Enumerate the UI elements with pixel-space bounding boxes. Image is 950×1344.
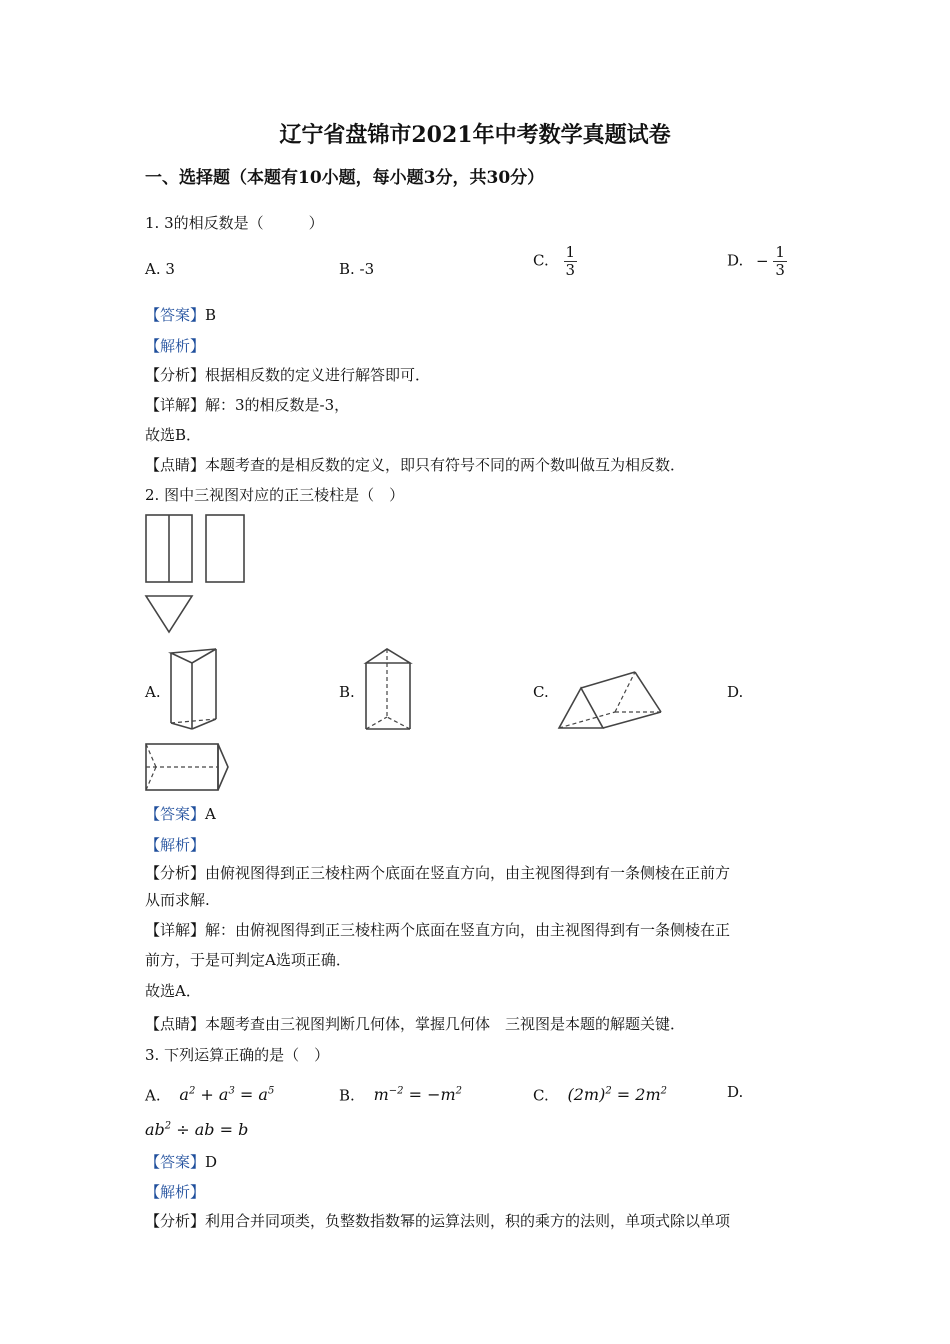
dianjing-text: 本题考查的是相反数的定义，即只有符号不同的两个数叫做互为相反数． xyxy=(205,456,686,474)
top-view-triangle xyxy=(146,596,192,632)
fenxi-tag: 【分析】 xyxy=(145,1212,206,1230)
q3-answer xyxy=(145,1153,217,1171)
xiangjie-tag: 【详解】 xyxy=(145,921,206,939)
fenxi-tag: 【分析】 xyxy=(145,864,206,882)
page-title: 辽宁省盘锦市2021年中考数学真题试卷 xyxy=(279,122,671,148)
xiangjie-text: 解：由俯视图得到正三棱柱两个底面在竖直方向，由主视图得到有一条侧棱在正 xyxy=(205,921,731,939)
q2-answer xyxy=(145,805,216,823)
q1-guxuan: 故选B． xyxy=(145,426,202,444)
q1-option-c xyxy=(533,244,577,279)
q2-fenxi-line1 xyxy=(145,864,730,882)
fenxi-text: 根据相反数的定义进行解答即可． xyxy=(205,366,431,384)
fraction-numerator: 1 xyxy=(565,243,576,261)
q2-option-d: D. xyxy=(727,683,744,701)
q1-option-d-label: D. xyxy=(727,251,744,270)
q2-option-a: A. xyxy=(145,683,161,701)
q2-guxuan: 故选A． xyxy=(145,982,201,1000)
answer-tag: 【答案】 xyxy=(145,1153,206,1171)
q3-fenxi xyxy=(145,1212,730,1230)
q2-xiangjie-line1 xyxy=(145,921,730,939)
xiangjie-tag: 【详解】 xyxy=(145,396,206,414)
fraction-numerator: 1 xyxy=(775,243,785,261)
answer-tag: 【答案】 xyxy=(145,306,206,324)
q3-option-b-formula: $m^{-2} = -m^2$ xyxy=(373,1085,463,1105)
answer-value: D xyxy=(205,1153,218,1171)
q1-answer xyxy=(145,306,216,324)
q3-option-a-label: A. xyxy=(145,1086,161,1105)
question-1-stem: 1. 3的相反数是（ ） xyxy=(145,214,324,232)
q3-option-b-label: B. xyxy=(339,1086,355,1105)
xiangjie-text: 解：3的相反数是-3， xyxy=(205,396,350,414)
q3-option-c-formula: $(2m)^2 = 2m^2$ xyxy=(567,1085,668,1105)
fraction-denominator: 3 xyxy=(565,261,576,279)
q1-fenxi xyxy=(145,366,430,384)
three-view-figure xyxy=(140,510,260,640)
prism-end-face xyxy=(218,744,228,790)
q2-option-b: B. xyxy=(339,683,355,701)
answer-value: B xyxy=(205,306,217,324)
q2-jiexi: 【解析】 xyxy=(145,836,206,854)
q1-dianjing xyxy=(145,456,685,474)
q1-option-d-fraction xyxy=(773,244,787,279)
fenxi-text: 利用合并同项类，负整数指数幂的运算法则，积的乘方的法则，单项式除以单项 xyxy=(205,1212,731,1230)
q3-option-a xyxy=(145,1083,274,1104)
q1-option-d xyxy=(727,244,787,279)
minus-sign: − xyxy=(756,251,769,270)
q1-option-c-fraction xyxy=(564,244,578,279)
q3-option-a-formula: $a^2 + a^3 = a^5$ xyxy=(179,1085,275,1105)
q3-option-c xyxy=(533,1083,667,1104)
q3-option-d-formula: $ab^2$ ÷ ab = b xyxy=(145,1120,249,1139)
q1-option-b: B. -3 xyxy=(339,260,375,278)
fraction-denominator: 3 xyxy=(775,261,785,279)
answer-tag: 【答案】 xyxy=(145,805,206,823)
fenxi-tag: 【分析】 xyxy=(145,366,206,384)
question-2-stem: 2. 图中三视图对应的正三棱柱是（ ） xyxy=(145,486,405,504)
q3-jiexi: 【解析】 xyxy=(145,1183,206,1201)
q1-option-a: A. 3 xyxy=(145,260,175,278)
q1-jiexi: 【解析】 xyxy=(145,337,206,355)
dianjing-tag: 【点睛】 xyxy=(145,456,206,474)
fenxi-text: 由俯视图得到正三棱柱两个底面在竖直方向，由主视图得到有一条侧棱在正前方 xyxy=(205,864,731,882)
q2-option-c: C. xyxy=(533,683,549,701)
q3-option-b xyxy=(339,1083,462,1104)
answer-value: A xyxy=(205,805,216,823)
question-3-stem: 3. 下列运算正确的是（ ） xyxy=(145,1046,330,1064)
section-heading: 一、选择题（本题有10小题，每小题3分，共30分） xyxy=(145,168,545,188)
q2-option-c-figure xyxy=(555,668,670,733)
dianjing-text: 本题考查由三视图判断几何体，掌握几何体 三视图是本题的解题关键． xyxy=(205,1015,686,1033)
side-view xyxy=(206,515,244,582)
q2-xiangjie-line2: 前方，于是可判定A选项正确． xyxy=(145,951,351,969)
q2-fenxi-line2: 从而求解. xyxy=(145,891,210,909)
q1-xiangjie xyxy=(145,396,349,414)
q2-option-b-figure xyxy=(360,645,420,735)
q2-option-a-figure xyxy=(165,645,225,735)
q3-option-d: D. xyxy=(727,1083,744,1101)
prism-top-face xyxy=(171,649,216,663)
q1-option-c-label: C. xyxy=(533,251,549,270)
q3-option-c-label: C. xyxy=(533,1086,549,1105)
prism-top-face xyxy=(366,649,410,663)
dianjing-tag: 【点睛】 xyxy=(145,1015,206,1033)
q2-option-d-figure xyxy=(140,740,235,795)
q2-dianjing xyxy=(145,1015,685,1033)
